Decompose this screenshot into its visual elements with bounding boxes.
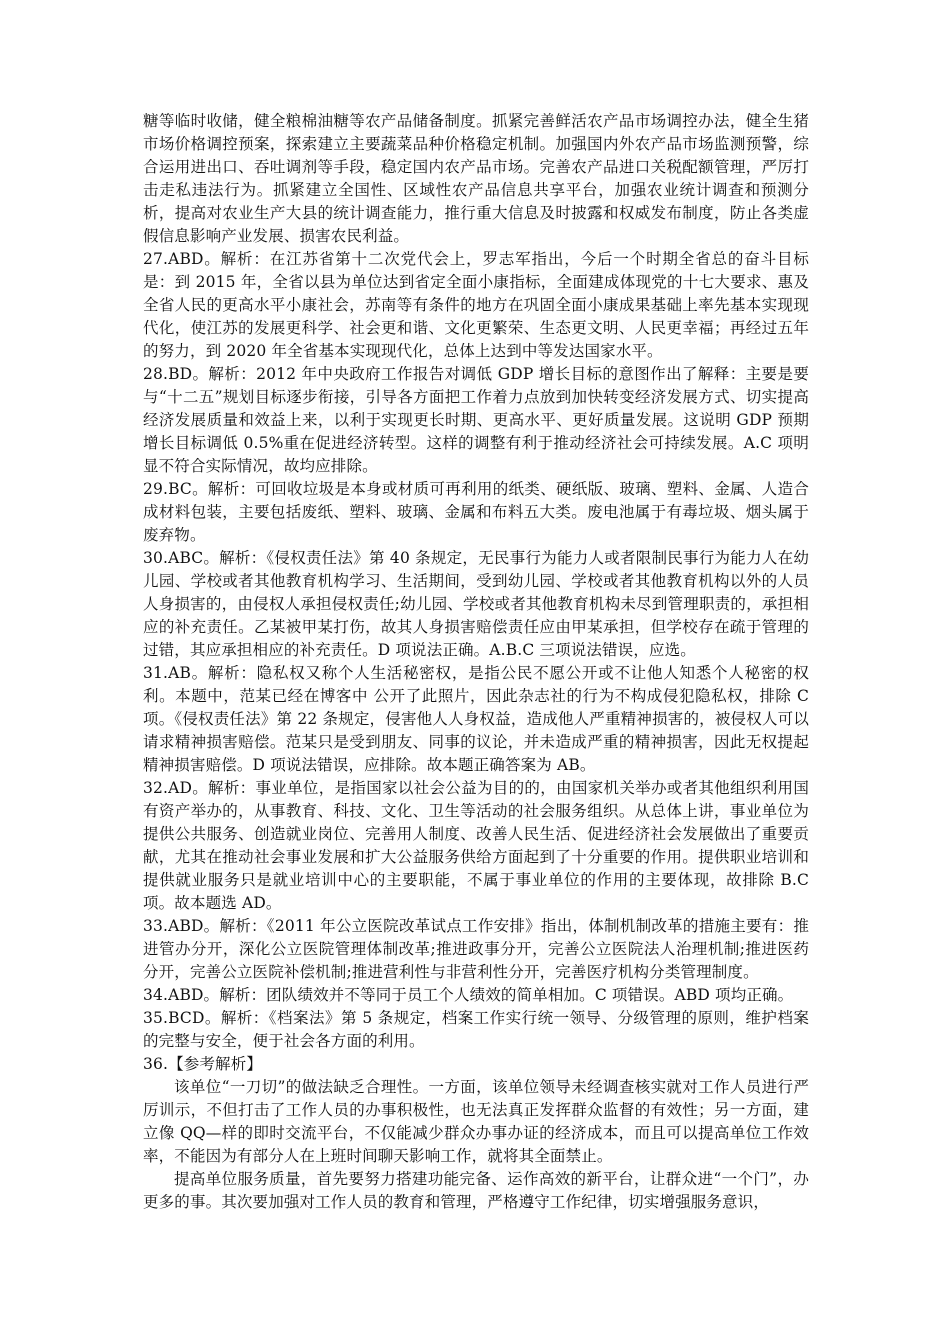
answer-33: 33.ABD。解析：《2011 年公立医院改革试点工作安排》指出，体制机制改革的措施主要有：推进管办分开，深化公立医院管理体制改革;推进政事分开，完善公立医院法人治理机制;推进医药分开，完善公立医院补偿机制;推进营利性与非营利性分开，完善医疗机构分类管理制度。 [143,917,809,981]
paragraph-continued: 糖等临时收储，健全粮棉油糖等农产品储备制度。抓紧完善鲜活农产品市场调控办法，健全生猪市场价格调控预案，探索建立主要蔬菜品种价格稳定机制。加强国内外农产品市场监测预警，综合运用进出口、吞吐调剂等手段，稳定国内农产品市场。完善农产品进口关税配额管理，严厉打击走私违法行为。抓紧建立全国性、区域性农产品信息共享平台，加强农业统计调查和预测分析，提高对农业生产大县的统计调查能力，推行重大信息及时披露和权威发布制度，防止各类虚假信息影响产业发展、损害农民利益。 [143,112,809,245]
answer-36-paragraph-1: 该单位“一刀切”的做法缺乏合理性。一方面，该单位领导未经调查核实就对工作人员进行严厉训示，不但打击了工作人员的办事积极性，也无法真正发挥群众监督的有效性；另一方面，建立像 QQ—样的即时交流平台，不仅能减少群众办事办证的经济成本，而且可以提高单位工作效率，不能因为有部分人在上班时间聊天影响工作，就将其全面禁止。 [143,1078,809,1165]
answer-31: 31.AB。解析：隐私权又称个人生活秘密权，是指公民不愿公开或不让他人知悉个人秘密的权利。本题中，范某已经在博客中 公开了此照片，因此杂志社的行为不构成侵犯隐私权，排除 C 项。《侵权责任法》第 22 条规定，侵害他人人身权益，造成他人严重精神损害的，被侵权人可以请求精神损害赔偿。范某只是受到朋友、同事的议论，并未造成严重的精神损害，因此无权提起精神损害赔偿。D 项说法错误，应排除。故本题正确答案为 AB。 [143,664,809,774]
answer-29: 29.BC。解析：可回收垃圾是本身或材质可再利用的纸类、硬纸版、玻璃、塑料、金属、人造合成材料包装，主要包括废纸、塑料、玻璃、金属和布料五大类。废电池属于有毒垃圾、烟头属于废弃物。 [143,480,809,544]
answer-36-heading: 36.【参考解析】 [143,1055,263,1073]
answer-34: 34.ABD。解析：团队绩效并不等同于员工个人绩效的简单相加。C 项错误。ABD 项均正确。 [143,986,794,1004]
answer-35: 35.BCD。解析：《档案法》第 5 条规定，档案工作实行统一领导、分级管理的原则，维护档案的完整与安全，便于社会各方面的利用。 [143,1009,809,1050]
answer-27: 27.ABD。解析：在江苏省第十二次党代会上，罗志军指出，今后一个时期全省总的奋斗目标是：到 2015 年，全省以县为单位达到省定全面小康指标，全面建成体现党的十七大要求、惠及全省人民的更高水平小康社会，苏南等有条件的地方在巩固全面小康成果基础上率先基本实现现代化，使江苏的发展更科学、社会更和谐、文化更繁荣、生态更文明、人民更幸福；再经过五年的努力，到 2020 年全省基本实现现代化，总体上达到中等发达国家水平。 [143,250,809,360]
answer-28: 28.BD。解析：2012 年中央政府工作报告对调低 GDP 增长目标的意图作出了解释：主要是要与“十二五”规划目标逐步衔接，引导各方面把工作着力点放到加快转变经济发展方式、切实提高经济发展质量和效益上来，以利于实现更长时期、更高水平、更好质量发展。这说明 GDP 预期增长目标调低 0.5%重在促进经济转型。这样的调整有利于推动经济社会可持续发展。A.C 项明显不符合实际情况，故均应排除。 [143,365,809,475]
answer-32: 32.AD。解析：事业单位，是指国家以社会公益为目的的，由国家机关举办或者其他组织利用国有资产举办的，从事教育、科技、文化、卫生等活动的社会服务组织。从总体上讲，事业单位为提供公共服务、创造就业岗位、完善用人制度、改善人民生活、促进经济社会发展做出了重要贡献，尤其在推动社会事业发展和扩大公益服务供给方面起到了十分重要的作用。提供职业培训和提供就业服务只是就业培训中心的主要职能，不属于事业单位的作用的主要体现，故排除 B.C 项。故本题选 AD。 [143,779,809,912]
document-page [143,110,809,1214]
answer-36-paragraph-2: 提高单位服务质量，首先要努力搭建功能完备、运作高效的新平台，让群众进“一个门”，办更多的事。其次要加强对工作人员的教育和管理，严格遵守工作纪律，切实增强服务意识， [143,1170,809,1211]
answer-30: 30.ABC。解析：《侵权责任法》第 40 条规定，无民事行为能力人或者限制民事行为能力人在幼儿园、学校或者其他教育机构学习、生活期间，受到幼儿园、学校或者其他教育机构以外的人员人身损害的，由侵权人承担侵权责任;幼儿园、学校或者其他教育机构未尽到管理职责的，承担相应的补充责任。乙某被甲某打伤，故其人身损害赔偿责任应由甲某承担，但学校存在疏于管理的过错，其应承担相应的补充责任。D 项说法正确。A.B.C 三项说法错误，应选。 [143,549,809,659]
